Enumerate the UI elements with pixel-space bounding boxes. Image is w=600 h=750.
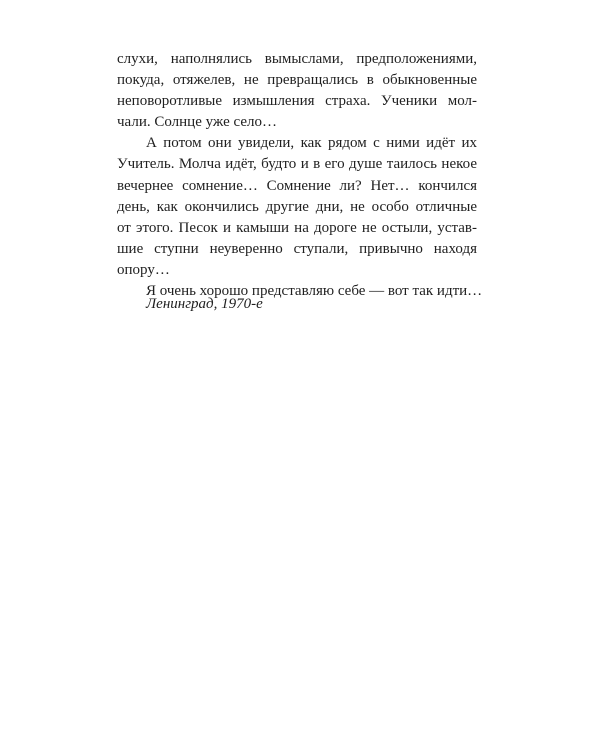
- text-line: от этого. Песок и камыши на дороге не остыли, устав-: [117, 219, 477, 236]
- text-line: чали. Солнце уже село…: [117, 114, 277, 131]
- text-line: покуда, отяжелев, не превращались в обыкновенные: [117, 72, 477, 89]
- text-line: Я очень хорошо представляю себе — вот так идти…: [146, 283, 483, 300]
- body-text: [117, 49, 483, 302]
- text-line: А потом они увидели, как рядом с ними идёт их: [146, 135, 477, 152]
- text-line: вечернее сомнение… Сомнение ли? Нет… кончился: [117, 177, 477, 194]
- text-line: день, как окончились другие дни, не особо отличные: [117, 198, 477, 215]
- place-date-signature: Ленинград, 1970-е: [146, 296, 263, 312]
- text-line: шие ступни неуверенно ступали, привычно находя: [117, 240, 477, 257]
- text-line: опору…: [117, 261, 170, 278]
- text-line: Учитель. Молча идёт, будто и в его душе таилось некое: [117, 156, 477, 173]
- text-line: слухи, наполнялись вымыслами, предположениями,: [117, 51, 477, 67]
- text-line: неповоротливые измышления страха. Ученики мол-: [117, 93, 477, 110]
